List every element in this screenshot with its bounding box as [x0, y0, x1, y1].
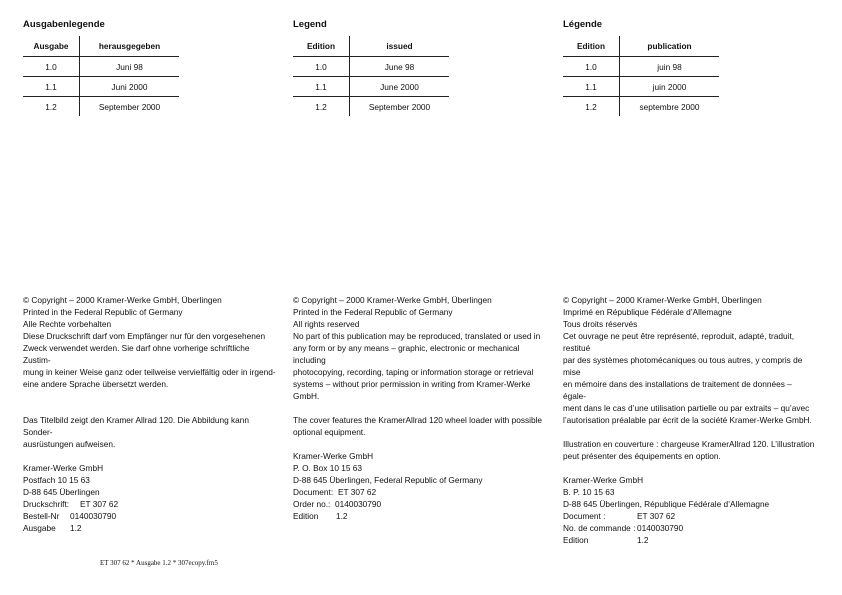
edition-cell: 1.1: [23, 77, 80, 97]
table-header-row: [563, 36, 719, 57]
order-label: Bestell-Nr: [23, 511, 60, 521]
reproduction-line: No part of this publication may be reproduced, translated or used in: [293, 331, 541, 341]
copyright-block: [293, 294, 546, 522]
order-row: [293, 498, 546, 510]
table-row: [293, 97, 449, 117]
issued-cell: September 2000: [98, 101, 161, 112]
footer-note: ET 307 62 * Ausgabe 1.2 * 307ecopy.fm5: [100, 559, 218, 567]
company-name: Kramer-Werke GmbH: [293, 451, 374, 461]
spacer: [23, 402, 276, 414]
printed-line: Imprimé en République Fédérale d’Allemagne: [563, 307, 732, 317]
copyright-line: © Copyright – 2000 Kramer-Werke GmbH, Überlingen: [293, 295, 492, 305]
city: D-88 645 Überlingen, République Fédérale d’Allemagne: [563, 499, 770, 509]
legend-title: Legend: [293, 19, 327, 30]
reproduction-line: any form or by any means – graphic, electronic or mechanical including: [293, 343, 520, 365]
edition-header: Edition: [293, 36, 350, 57]
edition-legend-table: [563, 36, 719, 116]
document-value: ET 307 62: [637, 511, 676, 521]
reproduction-line: en mémoire dans des installations de traitement de données – égale-: [563, 379, 792, 401]
document-row: [23, 498, 276, 510]
table-header-row: [23, 36, 179, 57]
edition-row: [563, 534, 816, 546]
edition-row: [23, 522, 276, 534]
city: D-88 645 Überlingen: [23, 487, 100, 497]
edition-label: Ausgabe: [23, 523, 56, 533]
table-row: [563, 57, 719, 77]
rights-line: All rights reserved: [293, 319, 360, 329]
edition-label: Edition: [293, 511, 319, 521]
issued-cell: Juni 98: [80, 57, 180, 77]
document-label: Druckschrift:: [23, 499, 70, 509]
reproduction-line: ment dans le cas d’une utilisation partielle ou par extraits – qu’avec: [563, 403, 810, 413]
spacer: [293, 438, 546, 450]
cover-note-line: peut présenter des équipements en option.: [563, 451, 721, 461]
edition-cell: 1.2: [563, 97, 620, 117]
document-row: [563, 510, 816, 522]
edition-header: Ausgabe: [23, 36, 80, 57]
legend-title: Légende: [563, 19, 603, 30]
postbox: B. P. 10 15 63: [563, 487, 615, 497]
edition-cell: 1.1: [563, 77, 620, 97]
spacer: [23, 450, 276, 462]
document-label: Document:: [293, 487, 334, 497]
spacer: [563, 426, 816, 438]
edition-legend-table: [293, 36, 449, 116]
edition-row: [293, 510, 546, 522]
cover-note-line: ausrüstungen aufweisen.: [23, 439, 116, 449]
table-row: [563, 97, 719, 117]
order-row: [563, 522, 816, 534]
reproduction-line: Diese Druckschrift darf vom Empfänger nur für den vorgesehenen: [23, 331, 266, 341]
printed-line: Printed in the Federal Republic of Germany: [293, 307, 453, 317]
copyright-line: © Copyright – 2000 Kramer-Werke GmbH, Überlingen: [23, 295, 222, 305]
edition-value: 1.2: [70, 523, 82, 533]
document-value: ET 307 62: [338, 487, 377, 497]
table-row: [293, 77, 449, 97]
edition-cell: 1.2: [23, 97, 80, 117]
document-label: Document :: [563, 511, 606, 521]
cover-note-line: The cover features the KramerAllrad 120 wheel loader with possible: [293, 415, 543, 425]
document-value: ET 307 62: [80, 499, 119, 509]
order-row: [23, 510, 276, 522]
issued-cell: June 2000: [350, 77, 450, 97]
issued-cell: September 2000: [368, 101, 431, 112]
edition-cell: 1.0: [563, 57, 620, 77]
spacer: [563, 462, 816, 474]
edition-value: 1.2: [336, 511, 348, 521]
issued-cell: Juni 2000: [80, 77, 180, 97]
cover-note-line: Illustration en couverture : chargeuse KramerAllrad 120. L’illustration: [563, 439, 815, 449]
issued-header: publication: [620, 36, 720, 57]
company-name: Kramer-Werke GmbH: [23, 463, 104, 473]
edition-header: Edition: [563, 36, 620, 57]
issued-cell: septembre 2000: [639, 101, 700, 112]
reproduction-line: Cet ouvrage ne peut être représenté, reproduit, adapté, traduit, restitué: [563, 331, 795, 353]
cover-note-line: Das Titelbild zeigt den Kramer Allrad 120. Die Abbildung kann Sonder-: [23, 415, 249, 437]
spacer: [293, 402, 546, 414]
document-row: [293, 486, 546, 498]
printed-line: Printed in the Federal Republic of Germany: [23, 307, 183, 317]
reproduction-line: par des systèmes photomécaniques ou tous autres, y compris de mise: [563, 355, 803, 377]
issued-cell: juin 2000: [620, 77, 720, 97]
postbox: Postfach 10 15 63: [23, 475, 90, 485]
legend-title: Ausgabenlegende: [23, 19, 105, 30]
edition-cell: 1.2: [293, 97, 350, 117]
edition-value: 1.2: [637, 535, 649, 545]
order-value: 0140030790: [335, 499, 382, 509]
edition-legend-table: [23, 36, 179, 116]
postbox: P. O. Box 10 15 63: [293, 463, 363, 473]
table-row: [293, 57, 449, 77]
order-label: No. de commande :: [563, 523, 636, 533]
reproduction-line: Zweck verwendet werden. Sie darf ohne vorherige schriftliche Zustim-: [23, 343, 250, 365]
copyright-block: [23, 294, 276, 534]
order-value: 0140030790: [637, 523, 684, 533]
order-label: Order no.:: [293, 499, 331, 509]
order-value: 0140030790: [70, 511, 117, 521]
reproduction-line: mung in keiner Weise ganz oder teilweise vervielfältig oder in irgend-: [23, 367, 276, 377]
table-row: [563, 77, 719, 97]
reproduction-line: l’autorisation préalable par écrit de la société Kramer-Werke GmbH.: [563, 415, 812, 425]
reproduction-line: systems – without prior permission in writing from Kramer-Werke: [293, 379, 531, 389]
table-row: [23, 57, 179, 77]
issued-cell: juin 98: [620, 57, 720, 77]
rights-line: Alle Rechte vorbehalten: [23, 319, 112, 329]
reproduction-line: eine andere Sprache übersetzt werden.: [23, 379, 169, 389]
issued-header: issued: [350, 36, 450, 57]
reproduction-line: GmbH.: [293, 391, 320, 401]
reproduction-line: photocopying, recording, taping or information storage or retrieval: [293, 367, 534, 377]
issued-header: herausgegeben: [80, 36, 180, 57]
copyright-line: © Copyright – 2000 Kramer-Werke GmbH, Überlingen: [563, 295, 762, 305]
edition-cell: 1.1: [293, 77, 350, 97]
city: D-88 645 Überlingen, Federal Republic of Germany: [293, 475, 483, 485]
edition-cell: 1.0: [293, 57, 350, 77]
company-name: Kramer-Werke GmbH: [563, 475, 644, 485]
copyright-block: [563, 294, 816, 546]
cover-note-line: optional equipment.: [293, 427, 366, 437]
spacer: [23, 390, 276, 402]
edition-cell: 1.0: [23, 57, 80, 77]
table-row: [23, 77, 179, 97]
table-row: [23, 97, 179, 117]
edition-label: Edition: [563, 535, 589, 545]
table-header-row: [293, 36, 449, 57]
rights-line: Tous droits réservés: [563, 319, 638, 329]
issued-cell: June 98: [350, 57, 450, 77]
